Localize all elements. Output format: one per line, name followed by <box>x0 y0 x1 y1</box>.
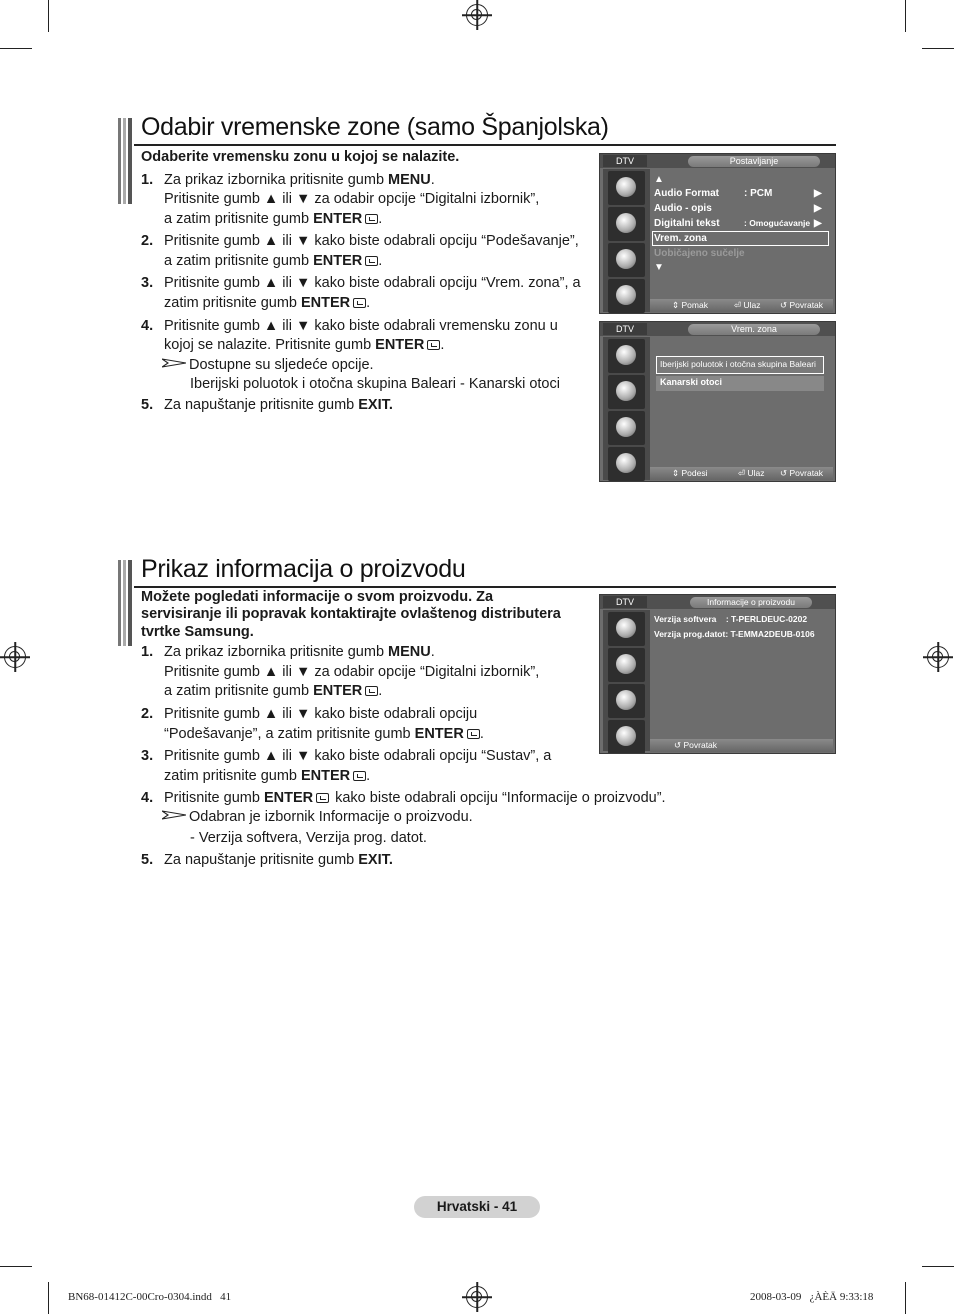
osd-dtv-label: DTV <box>603 323 647 335</box>
osd-time-zone-menu: DTV Vrem. zona Iberijski poluotok i otočna skupina Baleari Kanarski otoci ⇕ Podesi ⏎ Ulaz ↺ Povratak <box>599 321 836 482</box>
enter-icon <box>427 340 440 350</box>
sound-icon <box>608 648 645 682</box>
osd-item-digital-text[interactable]: Digitalni tekst : Omogućavanje ▶ <box>654 218 822 229</box>
registration-mark-icon <box>466 1286 488 1308</box>
step-number: 5. <box>141 852 154 868</box>
note: Odabran je izbornik Informacije o proizvodu. <box>162 808 473 828</box>
registration-mark-icon <box>4 646 26 668</box>
osd-sidebar <box>603 610 650 751</box>
step-text: “Podešavanje”, a zatim pritisnite gumb ENTER . <box>164 726 484 742</box>
step-text: Pritisnite gumb ▲ ili ▼ za odabir opcije “Digitalni izbornik”, <box>164 191 540 207</box>
picture-icon <box>608 612 645 646</box>
step-number: 3. <box>141 748 154 764</box>
enter-icon <box>353 771 366 781</box>
settings-icon <box>608 243 645 277</box>
step-text: a zatim pritisnite gumb ENTER . <box>164 253 383 269</box>
step-text: Pritisnite gumb ▲ ili ▼ kako biste odabrali opciju “Podešavanje”, <box>164 233 579 249</box>
enter-icon <box>467 729 480 739</box>
input-icon <box>608 447 645 481</box>
step-number: 2. <box>141 706 154 722</box>
section2-intro: servisiranje ili popravak kontaktirajte ovlaštenog distributera <box>141 606 561 622</box>
step-text: a zatim pritisnite gumb ENTER . <box>164 683 383 699</box>
section1-intro: Odaberite vremensku zonu u kojoj se nalazite. <box>141 149 460 165</box>
note: - Verzija softvera, Verzija prog. datot. <box>190 830 427 846</box>
sound-icon <box>608 375 645 409</box>
step-number: 4. <box>141 790 154 806</box>
osd-product-info-menu <box>599 594 836 754</box>
settings-icon <box>608 411 645 445</box>
osd-bottom-bar: ⇕ Pomak ⏎ Ulaz ↺ Povratak <box>650 299 833 312</box>
input-icon <box>608 279 645 313</box>
file-slug: BN68-01412C-00Cro-0304.indd 41 <box>68 1291 232 1303</box>
page-number-badge: Hrvatski - 41 <box>414 1196 540 1218</box>
step-text: kojoj se nalazite. Pritisnite gumb ENTER . <box>164 337 445 353</box>
osd-bottom-bar: ⇕ Podesi ⏎ Ulaz ↺ Povratak <box>650 467 833 480</box>
osd-scroll-up-icon: ▲ <box>654 174 664 185</box>
step-number: 2. <box>141 233 154 249</box>
section-marker <box>118 118 132 204</box>
osd-title: Informacije o proizvodu <box>690 597 812 608</box>
step-text: Pritisnite gumb ▲ ili ▼ kako biste odabrali vremensku zonu u <box>164 318 558 334</box>
picture-icon <box>608 171 645 205</box>
crop-mark <box>922 48 954 49</box>
step-text: Pritisnite gumb ▲ ili ▼ kako biste odabrali opciju “Vrem. zona”, a <box>164 275 581 291</box>
step-text: Pritisnite gumb ENTER kako biste odabrali opciju “Informacije o proizvodu”. <box>164 790 666 806</box>
settings-icon <box>608 684 645 718</box>
crop-mark <box>922 1266 954 1267</box>
picture-icon <box>608 339 645 373</box>
osd-dtv-label: DTV <box>603 596 647 608</box>
section2-intro: tvrtke Samsung. <box>141 624 254 640</box>
crop-mark <box>0 1266 32 1267</box>
section2-intro: Možete pogledati informacije o svom proizvodu. Za <box>141 589 494 605</box>
osd-item-common-interface[interactable]: Uobičajeno sučelje <box>654 248 745 259</box>
registration-mark-icon <box>466 4 488 26</box>
step-text: Pritisnite gumb ▲ ili ▼ za odabir opcije “Digitalni izbornik”, <box>164 664 540 680</box>
crop-mark <box>0 48 32 49</box>
osd-software-version: Verzija softvera : T-PERLDEUC-0202 <box>654 614 808 624</box>
step-number: 5. <box>141 397 154 413</box>
note-arrow-icon <box>162 810 186 820</box>
registration-mark-icon <box>927 646 949 668</box>
osd-item-time-zone[interactable]: Vrem. zona <box>654 233 707 244</box>
osd-bottom-bar: ↺ Povratak <box>650 739 833 752</box>
date-slug: 2008-03-09 ¿ÀÈÄ 9:33:18 <box>750 1291 874 1303</box>
osd-title: Postavljanje <box>688 156 820 167</box>
osd-scroll-down-icon: ▼ <box>654 262 664 273</box>
osd-title: Vrem. zona <box>688 324 820 335</box>
input-icon <box>608 720 645 754</box>
step-text: Pritisnite gumb ▲ ili ▼ kako biste odabrali opciju “Sustav”, a <box>164 748 552 764</box>
enter-icon <box>353 298 366 308</box>
osd-file-version: Verzija prog.datot: T-EMMA2DEUB-0106 <box>654 629 815 639</box>
osd-setup-menu <box>599 153 836 314</box>
step-text: zatim pritisnite gumb ENTER . <box>164 295 371 311</box>
osd-item-audio-description[interactable]: Audio - opis ▶ <box>654 203 822 214</box>
section-title-product-info: Prikaz informacija o proizvodu <box>141 555 466 583</box>
step-text: Za prikaz izbornika pritisnite gumb MENU. <box>164 172 435 188</box>
step-text: zatim pritisnite gumb ENTER . <box>164 768 371 784</box>
note: Iberijski poluotok i otočna skupina Baleari - Kanarski otoci <box>190 376 560 392</box>
osd-sidebar <box>603 169 650 312</box>
step-text: Za prikaz izbornika pritisnite gumb MENU. <box>164 644 435 660</box>
enter-icon <box>365 214 378 224</box>
osd-option-canary[interactable]: Kanarski otoci <box>656 376 824 391</box>
note: Dostupne su sljedeće opcije. <box>162 356 374 376</box>
section-rule <box>134 144 836 146</box>
enter-icon <box>365 686 378 696</box>
osd-sidebar <box>603 337 650 480</box>
crop-mark <box>905 1282 906 1314</box>
section-title-time-zone: Odabir vremenske zone (samo Španjolska) <box>141 113 609 141</box>
step-number: 1. <box>141 172 154 188</box>
note-arrow-icon <box>162 358 186 368</box>
crop-mark <box>48 1282 49 1314</box>
step-number: 3. <box>141 275 154 291</box>
step-number: 4. <box>141 318 154 334</box>
crop-mark <box>48 0 49 32</box>
step-number: 1. <box>141 644 154 660</box>
crop-mark <box>905 0 906 32</box>
sound-icon <box>608 207 645 241</box>
enter-icon <box>365 256 378 266</box>
step-text: a zatim pritisnite gumb ENTER . <box>164 211 383 227</box>
step-text: Pritisnite gumb ▲ ili ▼ kako biste odabrali opciju <box>164 706 478 722</box>
osd-item-audio-format[interactable]: Audio Format : PCM ▶ <box>654 188 822 199</box>
osd-dtv-label: DTV <box>603 155 647 167</box>
step-text: Za napuštanje pritisnite gumb EXIT. <box>164 852 393 868</box>
enter-icon <box>316 793 329 803</box>
section-marker <box>118 560 132 646</box>
step-text: Za napuštanje pritisnite gumb EXIT. <box>164 397 393 413</box>
